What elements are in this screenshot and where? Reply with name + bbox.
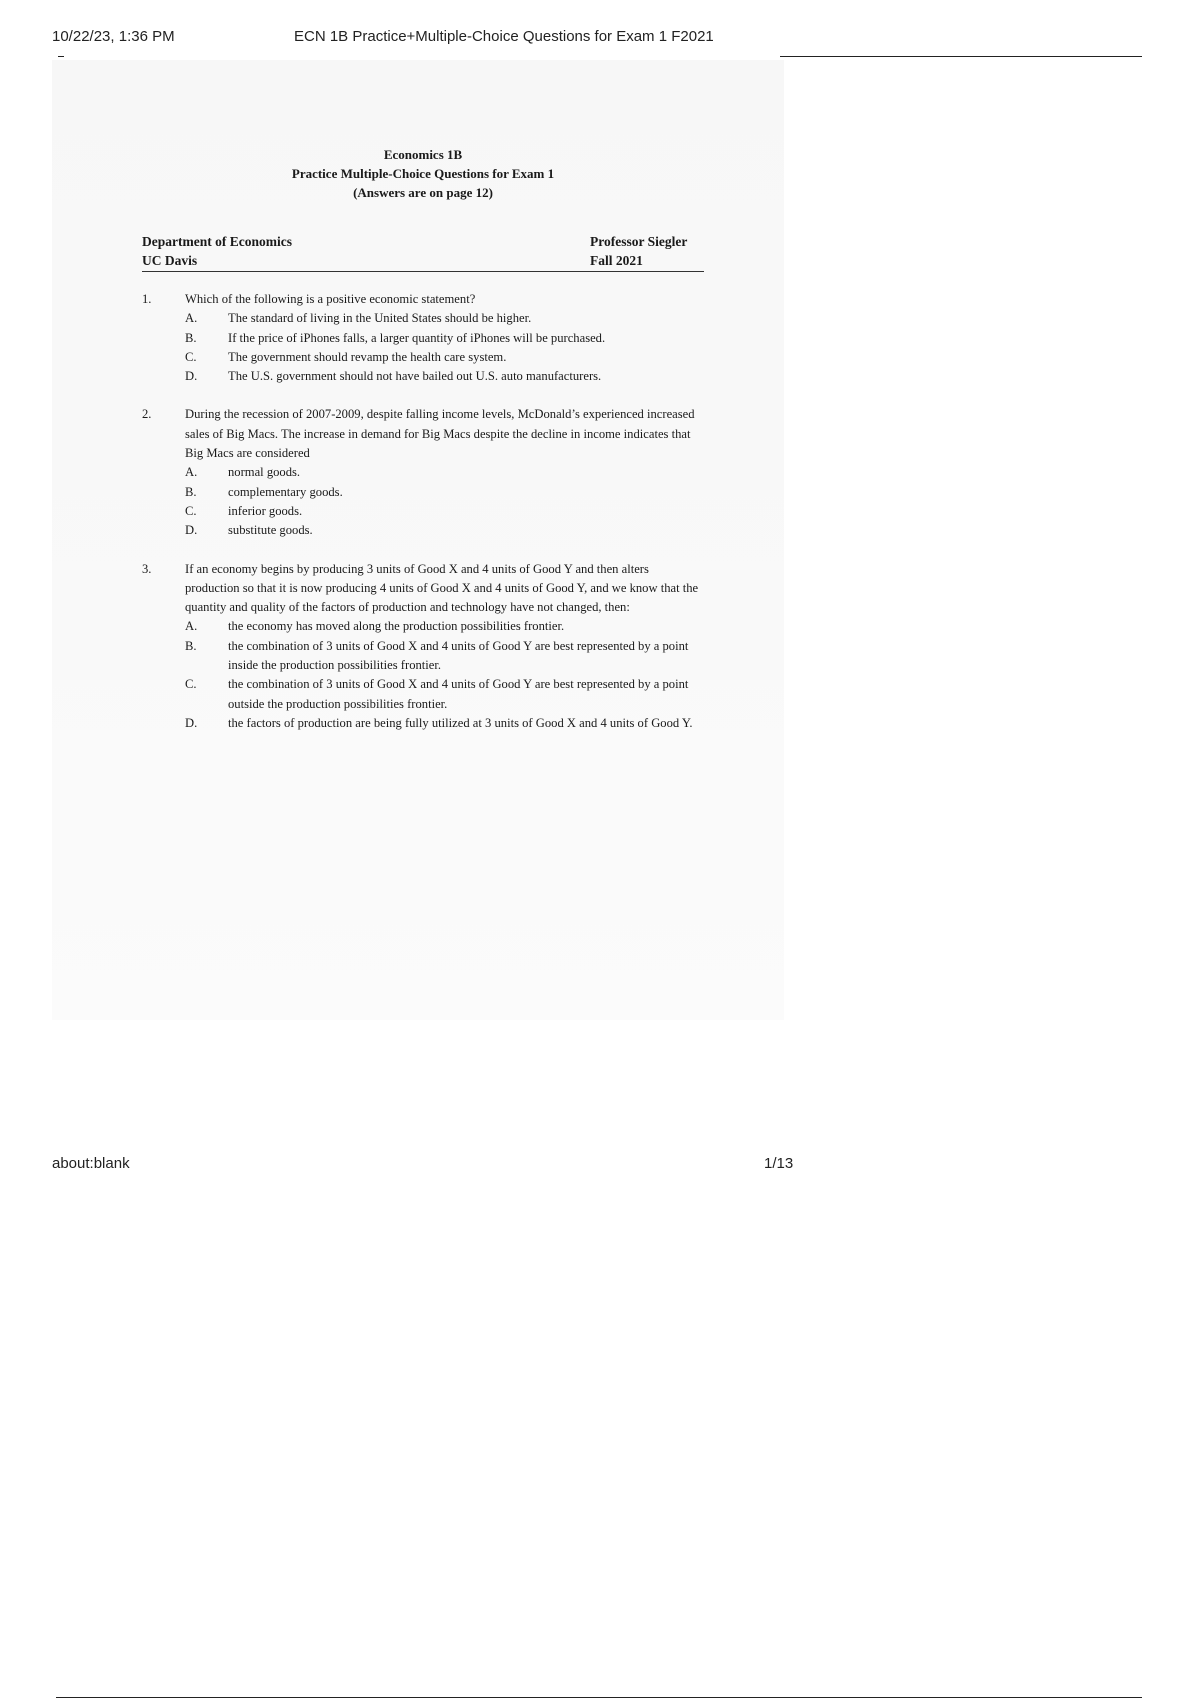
option-letter: C. bbox=[185, 677, 197, 692]
question-stem: If an economy begins by producing 3 units of Good X and 4 units of Good Y and then alters production so that it is now producing 4 units of Good X and 4 units of Good Y, and we know that the quantity and quality of the factors of production and technology have not changed, then: bbox=[185, 561, 699, 615]
option-text: the factors of production are being fully utilized at 3 units of Good X and 4 units of Good Y. bbox=[228, 715, 693, 730]
answer-option bbox=[185, 309, 704, 328]
document-title bbox=[142, 145, 704, 202]
option-text: normal goods. bbox=[228, 465, 301, 480]
document-body bbox=[142, 145, 704, 752]
option-text: inferior goods. bbox=[228, 503, 303, 518]
answer-option bbox=[185, 463, 704, 482]
option-letter: D. bbox=[185, 369, 198, 384]
question-stem: During the recession of 2007-2009, despite falling income levels, McDonald’s experienced increased sales of Big Macs. The increase in demand for Big Macs despite the decline in income indicates that Big Macs are considered bbox=[185, 407, 695, 461]
option-letter: B. bbox=[185, 638, 197, 653]
answer-option bbox=[185, 637, 704, 676]
question-item bbox=[142, 405, 704, 540]
option-text: complementary goods. bbox=[228, 484, 343, 499]
answer-option bbox=[185, 348, 704, 367]
answer-option bbox=[185, 617, 704, 636]
option-text: the economy has moved along the production possibilities frontier. bbox=[228, 619, 565, 634]
print-header-title: ECN 1B Practice+Multiple-Choice Questions for Exam 1 F2021 bbox=[294, 28, 714, 45]
question-item bbox=[142, 290, 704, 386]
answer-option bbox=[185, 675, 704, 714]
department-right bbox=[590, 232, 704, 270]
print-header-datetime: 10/22/23, 1:36 PM bbox=[52, 28, 175, 45]
answer-option bbox=[185, 483, 704, 502]
answer-option bbox=[185, 502, 704, 521]
answer-option bbox=[185, 367, 704, 386]
question-list bbox=[142, 290, 704, 733]
print-footer-page-number: 1/13 bbox=[764, 1155, 794, 1172]
term: Fall 2021 bbox=[590, 253, 643, 268]
title-line-course: Economics 1B bbox=[383, 147, 463, 162]
question-number: 3. bbox=[142, 561, 152, 576]
option-text: the combination of 3 units of Good X and 4 units of Good Y are best represented by a point inside the production possibilities frontier. bbox=[228, 638, 689, 673]
title-line-subject: Practice Multiple-Choice Questions for Exam 1 bbox=[291, 166, 555, 181]
option-letter: B. bbox=[185, 330, 197, 345]
option-letter: B. bbox=[185, 484, 197, 499]
footer-rule bbox=[56, 1697, 1142, 1698]
answer-option bbox=[185, 329, 704, 348]
option-text: substitute goods. bbox=[228, 523, 313, 538]
option-letter: C. bbox=[185, 349, 197, 364]
university-name: UC Davis bbox=[142, 253, 198, 268]
title-line-answers-note: (Answers are on page 12) bbox=[353, 185, 493, 200]
option-text: The government should revamp the health care system. bbox=[228, 349, 507, 364]
option-text: The standard of living in the United States should be higher. bbox=[228, 311, 532, 326]
option-letter: A. bbox=[185, 465, 198, 480]
option-text: The U.S. government should not have bailed out U.S. auto manufacturers. bbox=[228, 369, 602, 384]
option-letter: D. bbox=[185, 523, 198, 538]
option-text: If the price of iPhones falls, a larger quantity of iPhones will be purchased. bbox=[228, 330, 606, 345]
department-block bbox=[142, 232, 704, 272]
header-tick-mark bbox=[58, 56, 64, 57]
department-name: Department of Economics bbox=[142, 234, 292, 249]
print-footer-url: about:blank bbox=[52, 1155, 130, 1172]
option-text: the combination of 3 units of Good X and 4 units of Good Y are best represented by a point outside the production possibilities frontier. bbox=[228, 677, 689, 711]
answer-option bbox=[185, 521, 704, 540]
header-rule bbox=[780, 56, 1142, 57]
answer-option bbox=[185, 714, 704, 733]
option-letter: D. bbox=[185, 715, 198, 730]
option-letter: A. bbox=[185, 619, 198, 634]
question-number: 1. bbox=[142, 292, 152, 306]
question-stem: Which of the following is a positive economic statement? bbox=[185, 292, 476, 306]
department-left bbox=[142, 232, 292, 270]
question-item bbox=[142, 560, 704, 734]
option-letter: A. bbox=[185, 311, 198, 326]
professor-name: Professor Siegler bbox=[590, 234, 688, 249]
option-letter: C. bbox=[185, 503, 197, 518]
question-number: 2. bbox=[142, 407, 152, 422]
